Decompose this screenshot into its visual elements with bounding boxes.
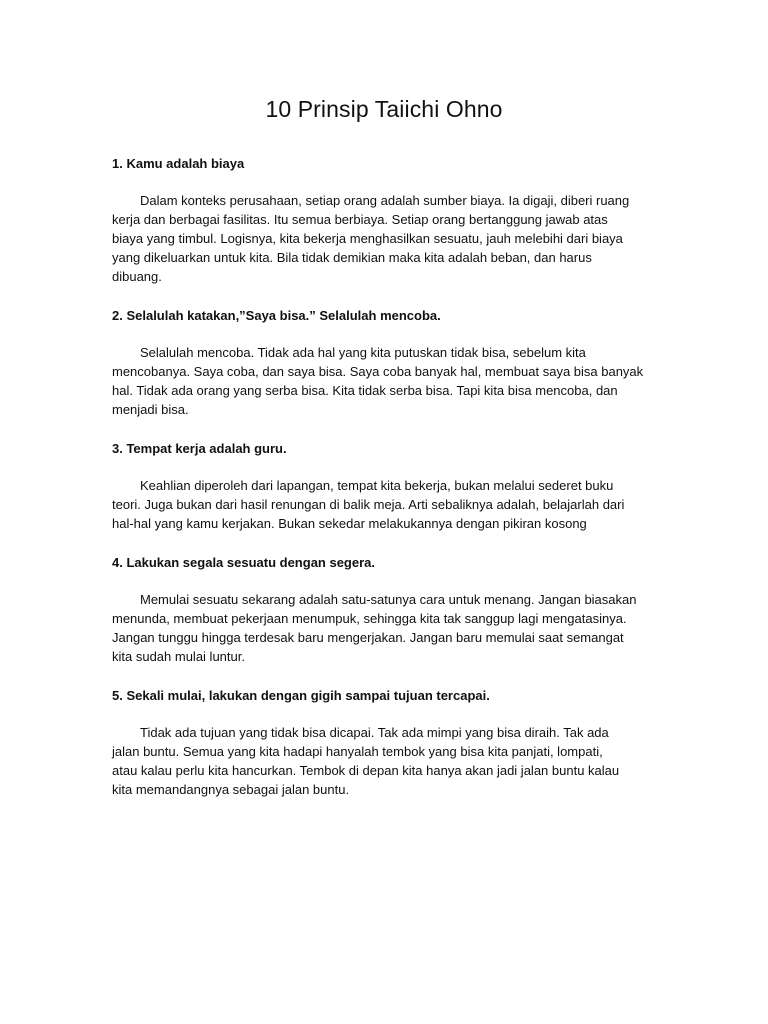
paragraph-line: Jangan tunggu hingga terdesak baru mengerjakan. Jangan baru memulai saat semangat (112, 630, 624, 645)
paragraph-line: menunda, membuat pekerjaan menumpuk, sehingga kita tak sanggup lagi mengatasinya. (112, 611, 627, 626)
section-paragraph (112, 343, 658, 419)
paragraph-line: atau kalau perlu kita hancurkan. Tembok di depan kita hanya akan jadi jalan buntu kalau (112, 763, 620, 778)
paragraph-line: kerja dan berbagai fasilitas. Itu semua berbiaya. Setiap orang bertanggung jawab atas (112, 212, 608, 227)
paragraph-line: jalan buntu. Semua yang kita hadapi hanyalah tembok yang bisa kita panjati, lompati, (112, 744, 603, 759)
document-title: 10 Prinsip Taiichi Ohno (265, 96, 503, 122)
section-heading: 2. Selalulah katakan,”Saya bisa.” Selalulah mencoba. (112, 308, 441, 323)
paragraph-line: mencobanya. Saya coba, dan saya bisa. Saya coba banyak hal, membuat saya bisa banyak (112, 364, 644, 379)
paragraph-line: Keahlian diperoleh dari lapangan, tempat kita bekerja, bukan melalui sederet buku (140, 478, 614, 493)
paragraph-line: kita memandangnya sebagai jalan buntu. (112, 782, 350, 797)
paragraph-line: dibuang. (112, 269, 162, 284)
section-heading: 5. Sekali mulai, lakukan dengan gigih sampai tujuan tercapai. (112, 688, 490, 703)
section-heading: 3. Tempat kerja adalah guru. (112, 441, 287, 456)
section-paragraph (112, 723, 658, 799)
section-heading: 1. Kamu adalah biaya (112, 156, 245, 171)
paragraph-line: hal. Tidak ada orang yang serba bisa. Kita tidak serba bisa. Tapi kita bisa mencoba, dan (112, 383, 618, 398)
paragraph-line: Memulai sesuatu sekarang adalah satu-satunya cara untuk menang. Jangan biasakan (140, 592, 637, 607)
section-paragraph (112, 476, 658, 533)
paragraph-line: kita sudah mulai luntur. (112, 649, 245, 664)
section-1 (112, 154, 658, 286)
section-5 (112, 686, 658, 799)
paragraph-line: Dalam konteks perusahaan, setiap orang adalah sumber biaya. Ia digaji, diberi ruang (140, 193, 630, 208)
paragraph-line: Selalulah mencoba. Tidak ada hal yang kita putuskan tidak bisa, sebelum kita (140, 345, 586, 360)
document-body (112, 154, 658, 819)
section-3 (112, 439, 658, 533)
section-paragraph (112, 590, 658, 666)
paragraph-line: biaya yang timbul. Logisnya, kita bekerja menghasilkan sesuatu, jauh melebihi dari biaya (112, 231, 623, 246)
paragraph-line: menjadi bisa. (112, 402, 189, 417)
section-4 (112, 553, 658, 666)
paragraph-line: Tidak ada tujuan yang tidak bisa dicapai. Tak ada mimpi yang bisa diraih. Tak ada (140, 725, 609, 740)
section-paragraph (112, 191, 658, 286)
section-2 (112, 306, 658, 419)
section-heading: 4. Lakukan segala sesuatu dengan segera. (112, 555, 376, 570)
paragraph-line: hal-hal yang kamu kerjakan. Bukan sekedar melakukannya dengan pikiran kosong (112, 516, 587, 531)
paragraph-line: teori. Juga bukan dari hasil renungan di balik meja. Arti sebaliknya adalah, belajarlah dari (112, 497, 625, 512)
paragraph-line: yang dikeluarkan untuk kita. Bila tidak demikian maka kita adalah beban, dan harus (112, 250, 592, 265)
